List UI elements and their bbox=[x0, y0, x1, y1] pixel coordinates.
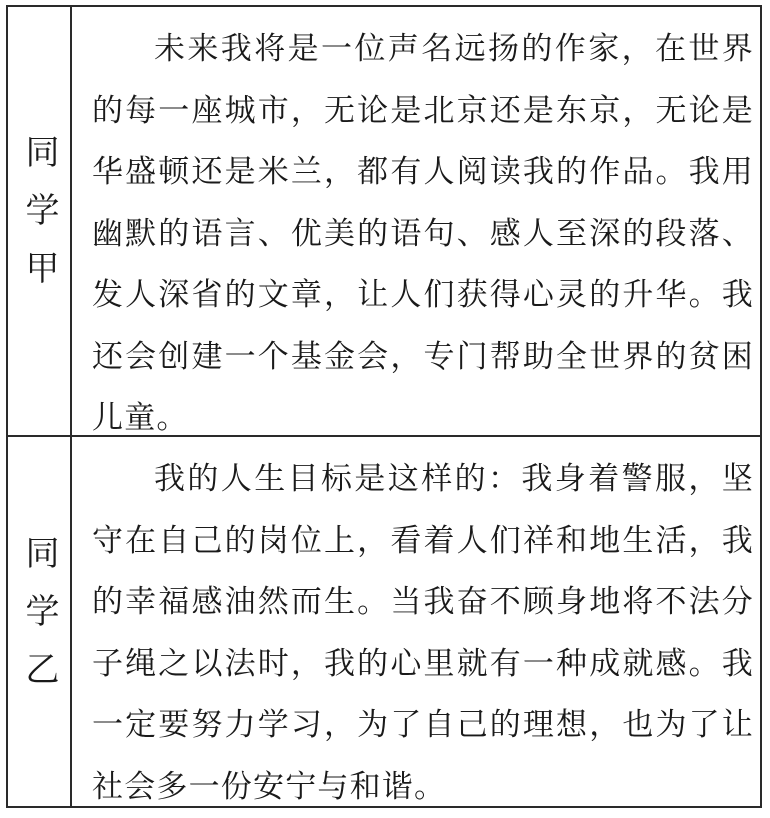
row-label-cell bbox=[8, 7, 72, 435]
student-b-text: 我的人生目标是这样的：我身着警服，坚守在自己的岗位上，看着人们祥和地生活，我的幸福感油然而生。当我奋不顾身地将不法分子绳之以法时，我的心里就有一种成就感。我一定要努力学习，为了自己的理想，也为了让社会多一份安宁与和谐。 bbox=[92, 461, 754, 805]
row-text-cell bbox=[74, 7, 760, 435]
row-label-cell bbox=[8, 437, 72, 806]
table-row bbox=[8, 7, 760, 437]
student-goals-table bbox=[6, 5, 762, 808]
student-a-label: 同学甲 bbox=[19, 134, 59, 308]
student-a-text: 未来我将是一位声名远扬的作家，在世界的每一座城市，无论是北京还是东京，无论是华盛顿还是米兰，都有人阅读我的作品。我用幽默的语言、优美的语句、感人至深的段落、发人深省的文章，让人们获得心灵的升华。我还会创建一个基金会，专门帮助全世界的贫困儿童。 bbox=[92, 31, 754, 436]
row-text-cell bbox=[74, 437, 760, 806]
table-row bbox=[8, 437, 760, 806]
student-b-label: 同学乙 bbox=[19, 534, 59, 709]
